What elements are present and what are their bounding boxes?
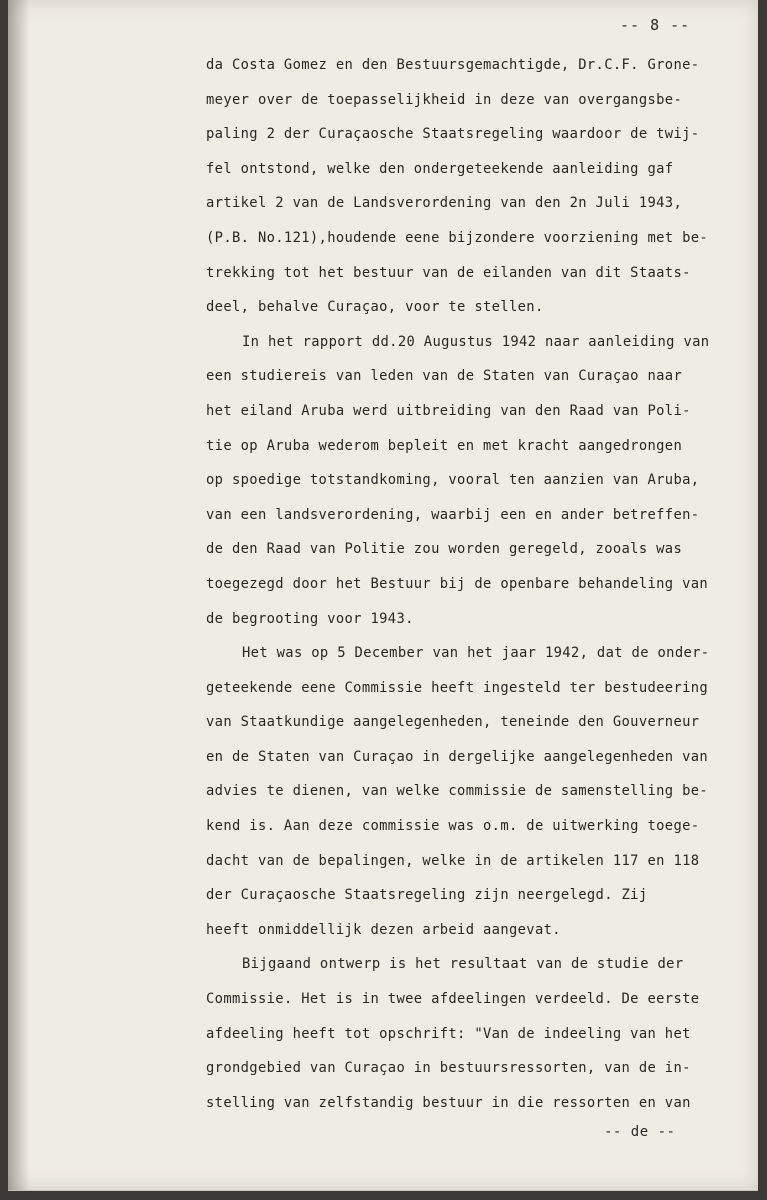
text-line: en de Staten van Curaçao in dergelijke aangelegenheden van: [206, 748, 709, 765]
text-line: paling 2 der Curaçaosche Staatsregeling waardoor de twij-: [206, 126, 700, 143]
catchword: -- de --: [604, 1124, 676, 1140]
text-line: da Costa Gomez en den Bestuursgemachtigde, Dr.C.F. Grone-: [206, 57, 700, 73]
text-line: geteekende eene Commissie heeft ingesteld ter bestudeering: [206, 679, 709, 696]
text-line: grondgebied van Curaçao in bestuursressorten, van de in-: [206, 1060, 691, 1077]
text-line: In het rapport dd.20 Augustus 1942 naar aanleiding van: [242, 333, 710, 350]
text-line: kend is. Aan deze commissie was o.m. de uitwerking toege-: [206, 818, 700, 835]
text-line: van Staatkundige aangelegenheden, teneinde den Gouverneur: [206, 714, 700, 731]
text-line: op spoedige totstandkoming, vooral ten aanzien van Aruba,: [206, 472, 700, 489]
text-line: stelling van zelfstandig bestuur in die ressorten en van: [206, 1094, 691, 1111]
text-line: Commissie. Het is in twee afdeelingen verdeeld. De eerste: [206, 991, 700, 1008]
text-line: van een landsverordening, waarbij een en ander betreffen-: [206, 506, 700, 523]
binding-shadow: [8, 0, 30, 1190]
text-line: advies te dienen, van welke commissie de samenstelling be-: [206, 783, 709, 800]
text-line: meyer over de toepasselijkheid in deze van overgangsbe-: [206, 91, 683, 108]
text-line: tie op Aruba wederom bepleit en met kracht aangedrongen: [206, 437, 683, 454]
typed-text-body: [206, 48, 736, 1120]
text-line: de begrooting voor 1943.: [206, 610, 414, 627]
text-line: toegezegd door het Bestuur bij de openbare behandeling van: [206, 575, 709, 592]
scan-border: [758, 0, 767, 1200]
text-line: het eiland Aruba werd uitbreiding van den Raad van Poli-: [206, 402, 691, 419]
text-line: de den Raad van Politie zou worden geregeld, zooals was: [206, 541, 683, 558]
text-line: heeft onmiddellijk dezen arbeid aangevat.: [206, 921, 561, 938]
text-line: een studiereis van leden van de Staten van Curaçao naar: [206, 368, 683, 385]
text-line: der Curaçaosche Staatsregeling zijn neergelegd. Zij: [206, 887, 648, 904]
page-number: -- 8 --: [620, 16, 691, 34]
text-line: afdeeling heeft tot opschrift: "Van de indeeling van het: [206, 1025, 691, 1042]
text-line: Bijgaand ontwerp is het resultaat van de studie der: [242, 956, 684, 973]
text-line: trekking tot het bestuur van de eilanden van dit Staats-: [206, 264, 691, 281]
text-line: deel, behalve Curaçao, voor te stellen.: [206, 299, 544, 316]
typed-page: [8, 0, 758, 1191]
text-line: (P.B. No.121),houdende eene bijzondere voorziening met be-: [206, 229, 709, 246]
text-line: Het was op 5 December van het jaar 1942, dat de onder-: [242, 645, 710, 662]
text-line: dacht van de bepalingen, welke in de artikelen 117 en 118: [206, 852, 700, 869]
text-line: artikel 2 van de Landsverordening van den 2n Juli 1943,: [206, 195, 683, 212]
text-line: fel ontstond, welke den ondergeteekende aanleiding gaf: [206, 160, 674, 177]
